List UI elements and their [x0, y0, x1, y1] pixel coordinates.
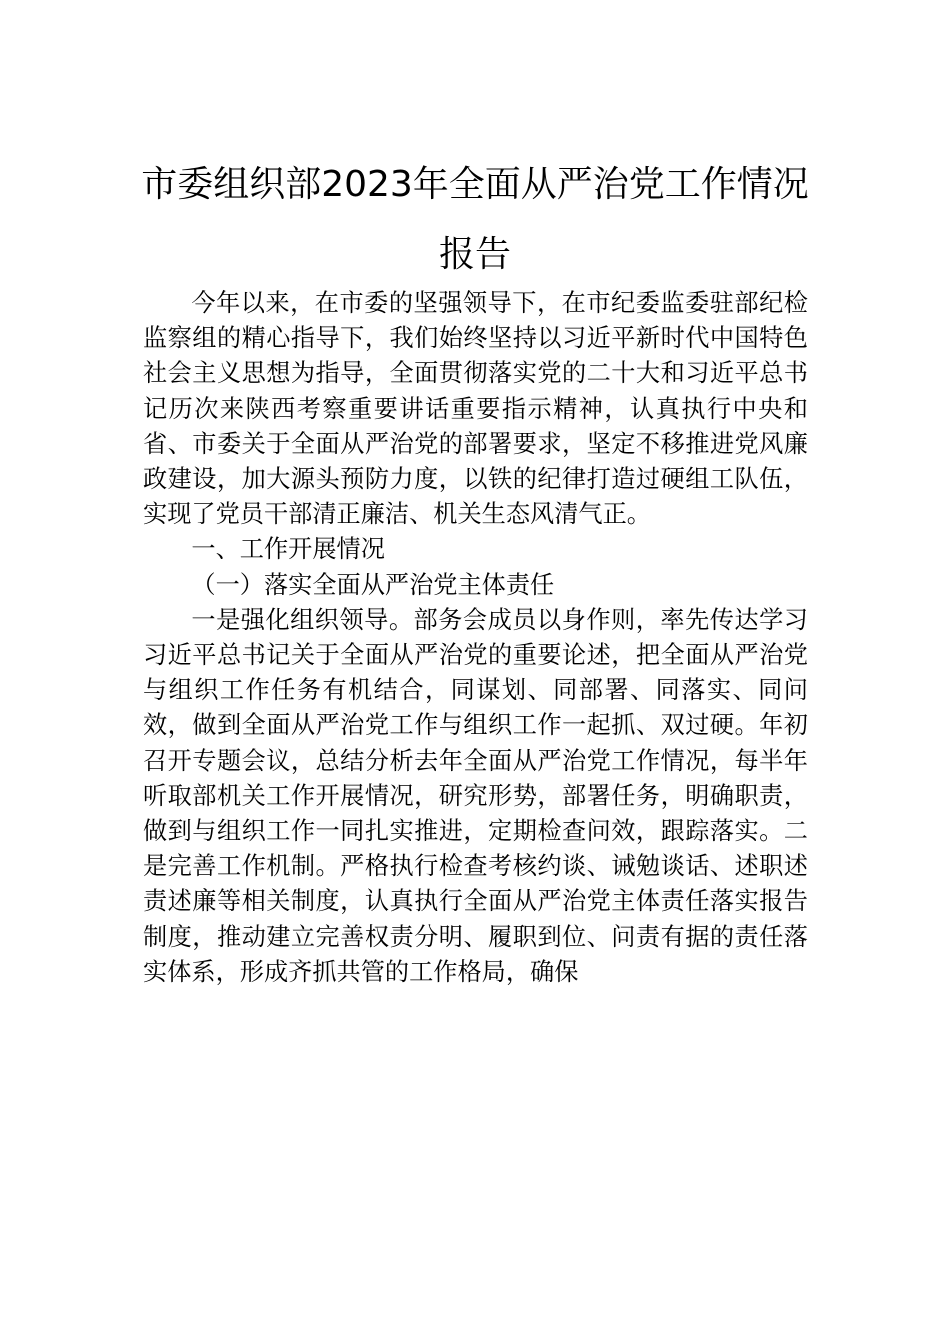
document-title-line1: 市委组织部2023年全面从严治党工作情况	[141, 164, 809, 205]
intro-paragraph: 今年以来，在市委的坚强领导下，在市纪委监委驻部纪检监察组的精心指导下，我们始终坚持以习近平新时代中国特色社会主义思想为指导，全面贯彻落实党的二十大和习近平总书记历次来陕西考察重要讲话重要指示精神，认真执行中央和省、市委关于全面从严治党的部署要求，坚定不移推进党风廉政建设，加大源头预防力度，以铁的纪律打造过硬组工队伍，实现了党员干部清正廉洁、机关生态风清气正。	[143, 289, 808, 529]
body-paragraph: 一是强化组织领导。部务会成员以身作则，率先传达学习习近平总书记关于全面从严治党的重要论述，把全面从严治党与组织工作任务有机结合，同谋划、同部署、同落实、同问效，做到全面从严治党工作与组织工作一起抓、双过硬。年初召开专题会议，总结分析去年全面从严治党工作情况，每半年听取部机关工作开展情况，研究形势，部署任务，明确职责，做到与组织工作一同扎实推进，定期检查问效，跟踪落实。二是完善工作机制。严格执行检查考核约谈、诫勉谈话、述职述责述廉等相关制度，认真执行全面从严治党主体责任落实报告制度，推动建立完善权责分明、履职到位、问责有据的责任落实体系，形成齐抓共管的工作格局，确保	[143, 605, 808, 986]
document-title-line2: 报告	[438, 234, 511, 275]
document-body	[143, 286, 808, 990]
section-heading: 一、工作开展情况	[191, 535, 385, 564]
subsection-heading: （一）落实全面从严治党主体责任	[191, 570, 555, 599]
